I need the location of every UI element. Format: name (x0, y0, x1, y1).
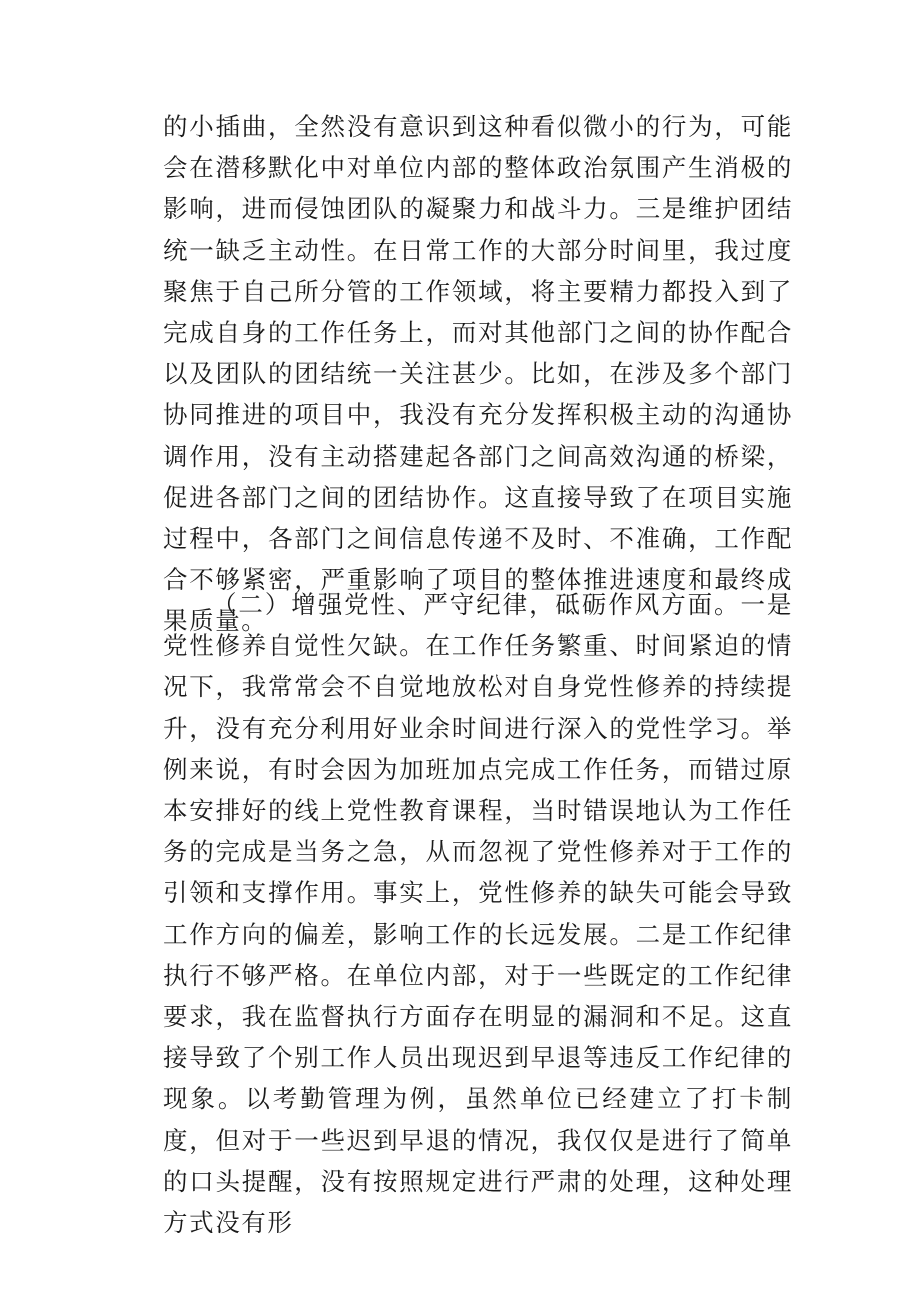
paragraph-continuation (163, 106, 793, 642)
paragraph-text: （二）增强党性、严守纪律，砥砺作风方面。一是党性修养自觉性欠缺。在工作任务繁重、时间紧迫的情况下，我常常会不自觉地放松对自身党性修养的持续提升，没有充分利用好业余时间进行深入的党性学习。举例来说，有时会因为加班加点完成工作任务，而错过原本安排好的线上党性教育课程，当时错误地认为工作任务的完成是当务之急，从而忽视了党性修养对于工作的引领和支撑作用。事实上，党性修养的缺失可能会导致工作方向的偏差，影响工作的长远发展。二是工作纪律执行不够严格。在单位内部，对于一些既定的工作纪律要求，我在监督执行方面存在明显的漏洞和不足。这直接导致了个别工作人员出现迟到早退等违反工作纪律的现象。以考勤管理为例，虽然单位已经建立了打卡制度，但对于一些迟到早退的情况，我仅仅是进行了简单的口头提醒，没有按照规定进行严肃的处理，这种处理方式没有形 (163, 590, 793, 1238)
paragraph-section-two (163, 584, 793, 1243)
paragraph-text: 的小插曲，全然没有意识到这种看似微小的行为，可能会在潜移默化中对单位内部的整体政治氛围产生消极的影响，进而侵蚀团队的凝聚力和战斗力。三是维护团结统一缺乏主动性。在日常工作的大部分时间里，我过度聚焦于自己所分管的工作领域，将主要精力都投入到了完成自身的工作任务上，而对其他部门之间的协作配合以及团队的团结统一关注甚少。比如，在涉及多个部门协同推进的项目中，我没有充分发挥积极主动的沟通协调作用，没有主动搭建起各部门之间高效沟通的桥梁，促进各部门之间的团结协作。这直接导致了在项目实施过程中，各部门之间信息传递不及时、不准确，工作配合不够紧密，严重影响了项目的整体推进速度和最终成果质量。 (163, 112, 793, 636)
